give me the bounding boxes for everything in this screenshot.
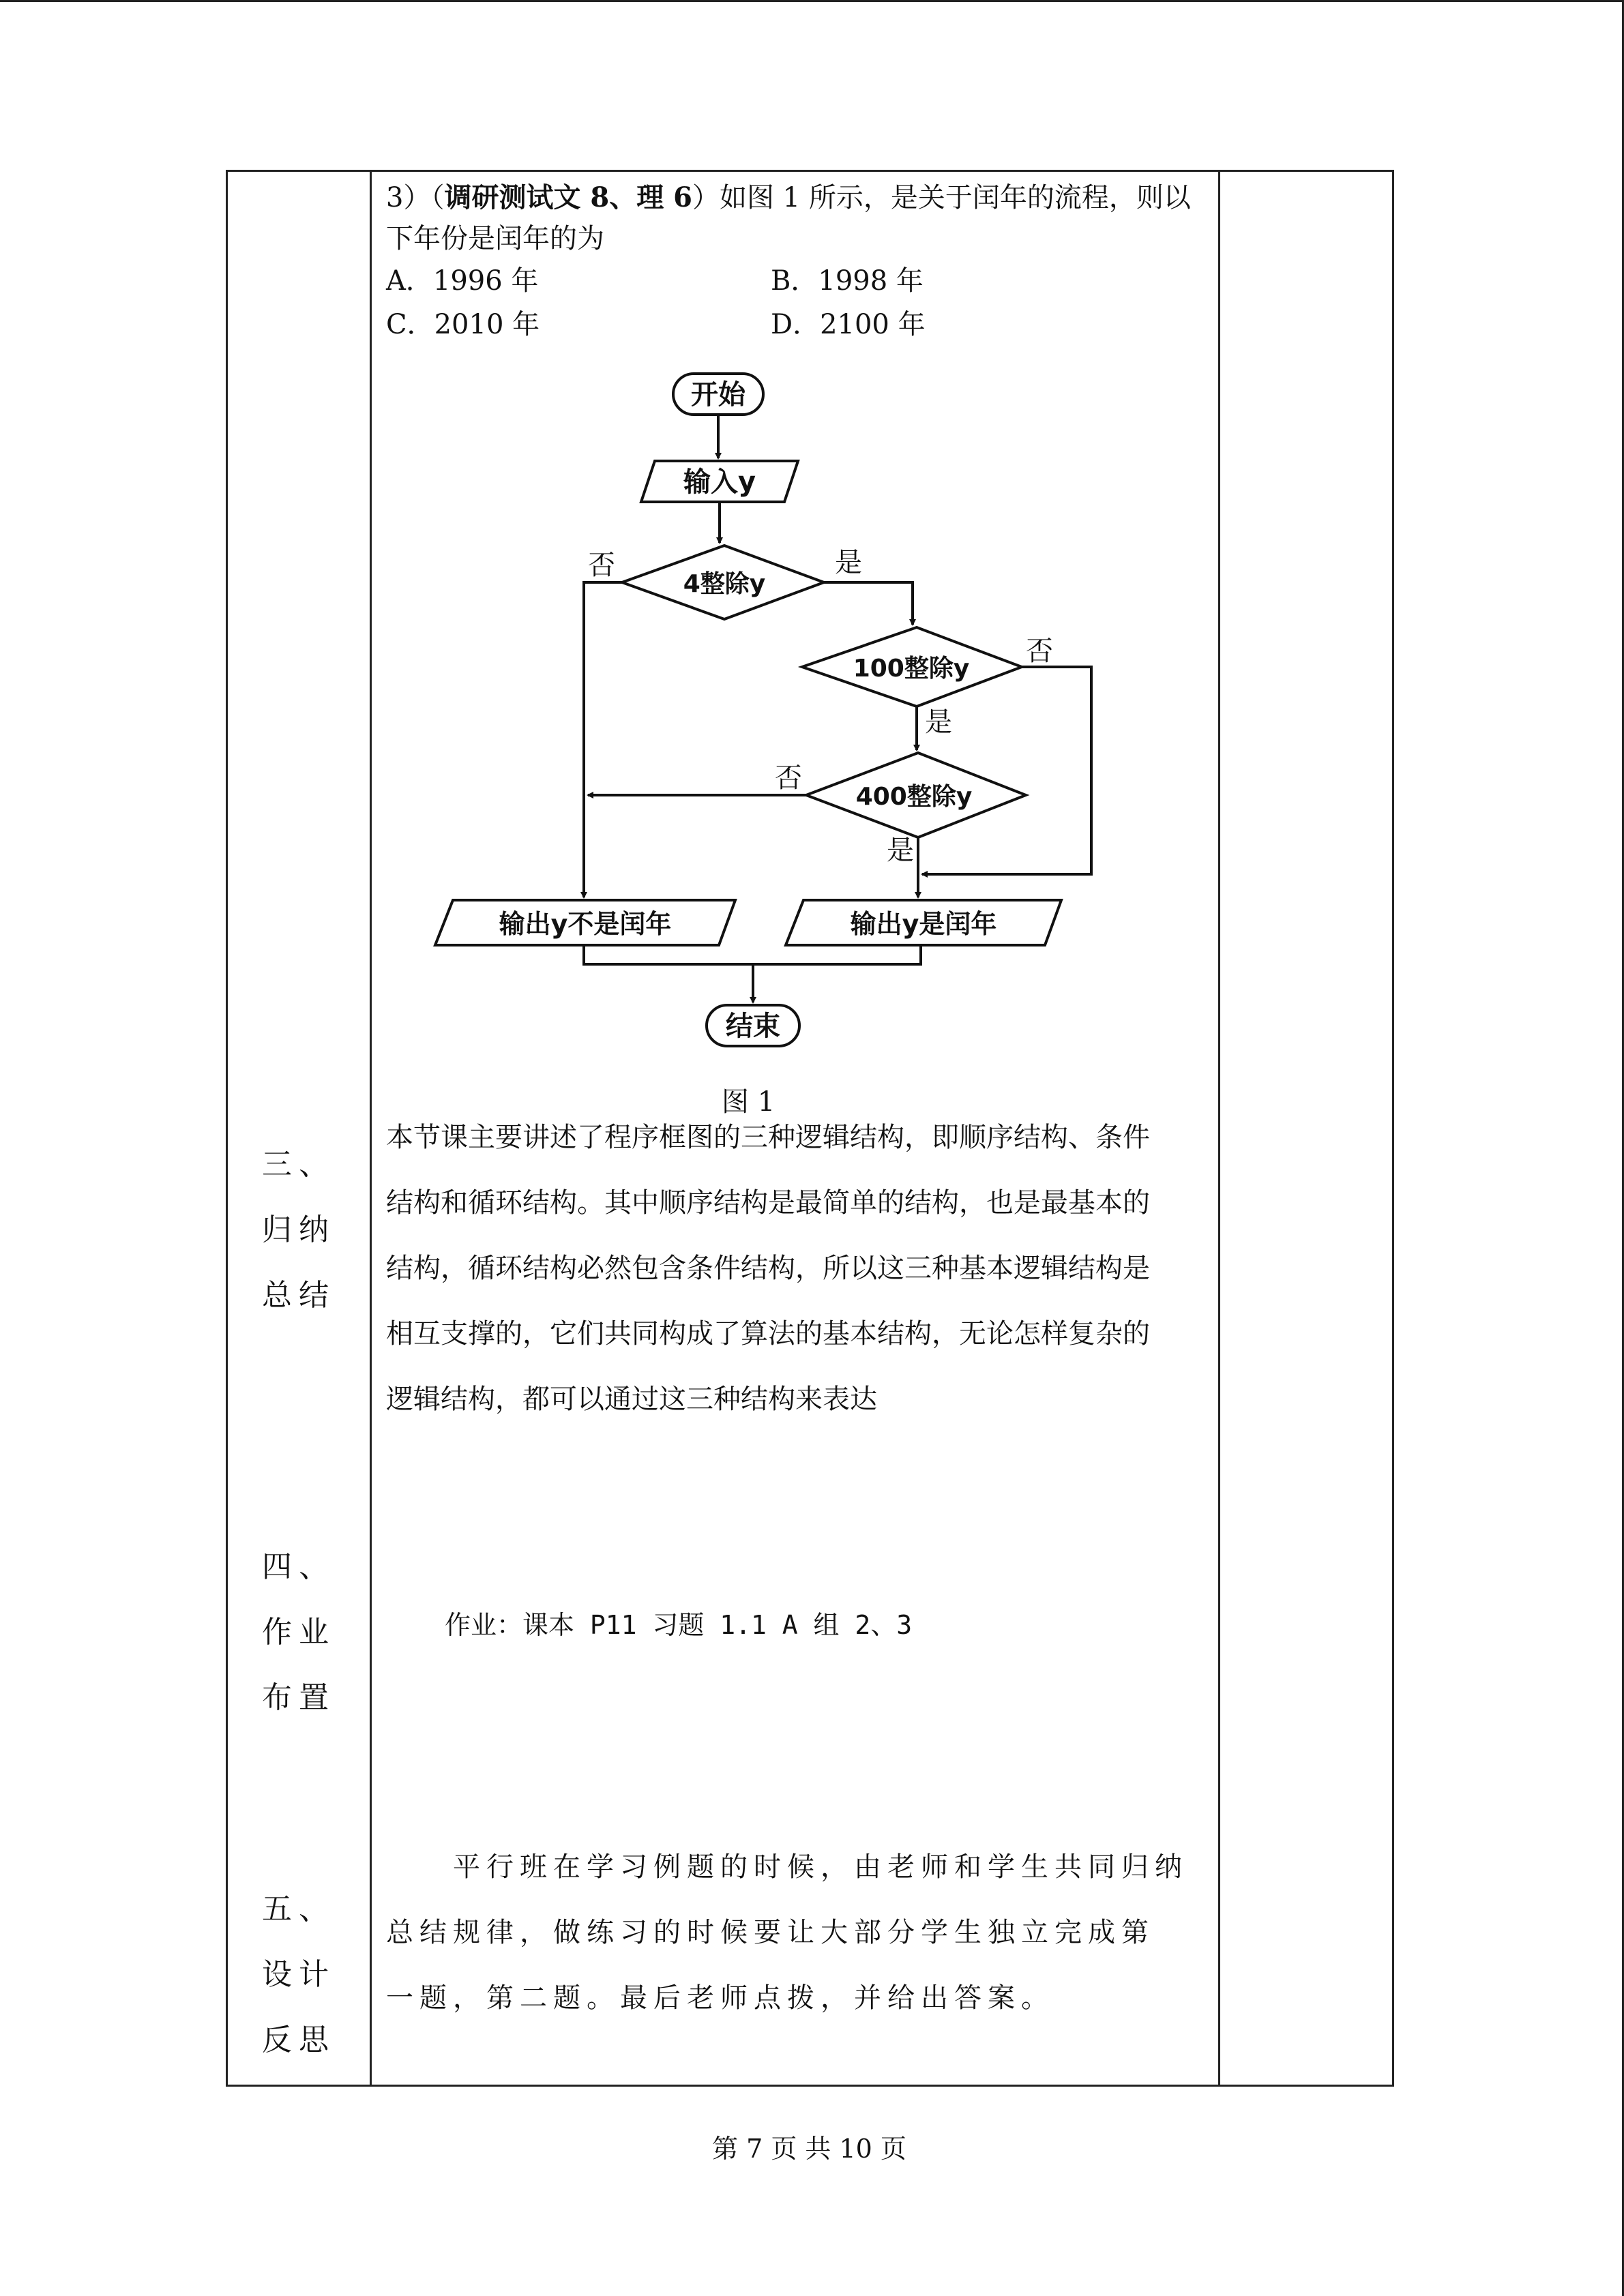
leap-year-flowchart — [0, 0, 1624, 1064]
cond3-text: 400整除y — [855, 783, 973, 811]
section-label-reflection: 五、 设计 反思 — [262, 1892, 336, 2057]
option-d: D．2100 年 — [771, 309, 926, 340]
question-line-2: 下年份是闰年的为 — [386, 223, 604, 254]
section-label-summary: 三、 归纳 总结 — [262, 1147, 336, 1313]
cond1-text: 4整除y — [683, 570, 766, 598]
page-footer: 第 7 页 共 10 页 — [712, 2134, 906, 2164]
cond1-yes-label: 是 — [835, 547, 862, 578]
cond2-yes-label: 是 — [925, 706, 952, 738]
cond2-no-label: 否 — [1026, 636, 1053, 667]
question-line-1: 3）（调研测试文 8、理 6）如图 1 所示，是关于闰年的流程，则以 — [386, 181, 1191, 213]
cond2-text: 100整除y — [853, 655, 970, 683]
input-text: 输入y — [683, 466, 756, 498]
out-leap-text: 输出y是闰年 — [850, 909, 997, 939]
summary-text: 本节课主要讲述了程序框图的三种逻辑结构，即顺序结构、条件 结构和循环结构。其中顺序结构是最简单的结构，也是最基本的 结构，循环结构必然包含条件结构，所以这三种基本逻辑结构是 相互支撑的，它们共同构成了算法的基本结构，无论怎样复杂的 逻辑结构，都可以通过这三种结构来表达 — [386, 1122, 1150, 1415]
option-c: C．2010 年 — [386, 309, 540, 340]
section-label-homework: 四、 作业 布置 — [262, 1549, 336, 1715]
cond3-yes-label: 是 — [887, 835, 914, 866]
cond3-no-label: 否 — [775, 762, 802, 794]
start-text: 开始 — [691, 379, 745, 411]
end-text: 结束 — [726, 1011, 780, 1042]
option-b: B．1998 年 — [771, 265, 924, 297]
figure-caption: 图 1 — [722, 1086, 776, 1118]
reflection-text: 平行班在学习例题的时候，由老师和学生共同归纳 总结规律，做练习的时候要让大部分学生独立完成第 一题，第二题。最后老师点拨，并给出答案。 — [386, 1851, 1188, 2014]
out-not-leap-text: 输出y不是闰年 — [499, 909, 672, 939]
option-a: A．1996 年 — [386, 265, 539, 297]
homework-text: 作业：课本 P11 习题 1.1 A 组 2、3 — [445, 1610, 913, 1640]
cond1-no-label: 否 — [588, 550, 615, 581]
